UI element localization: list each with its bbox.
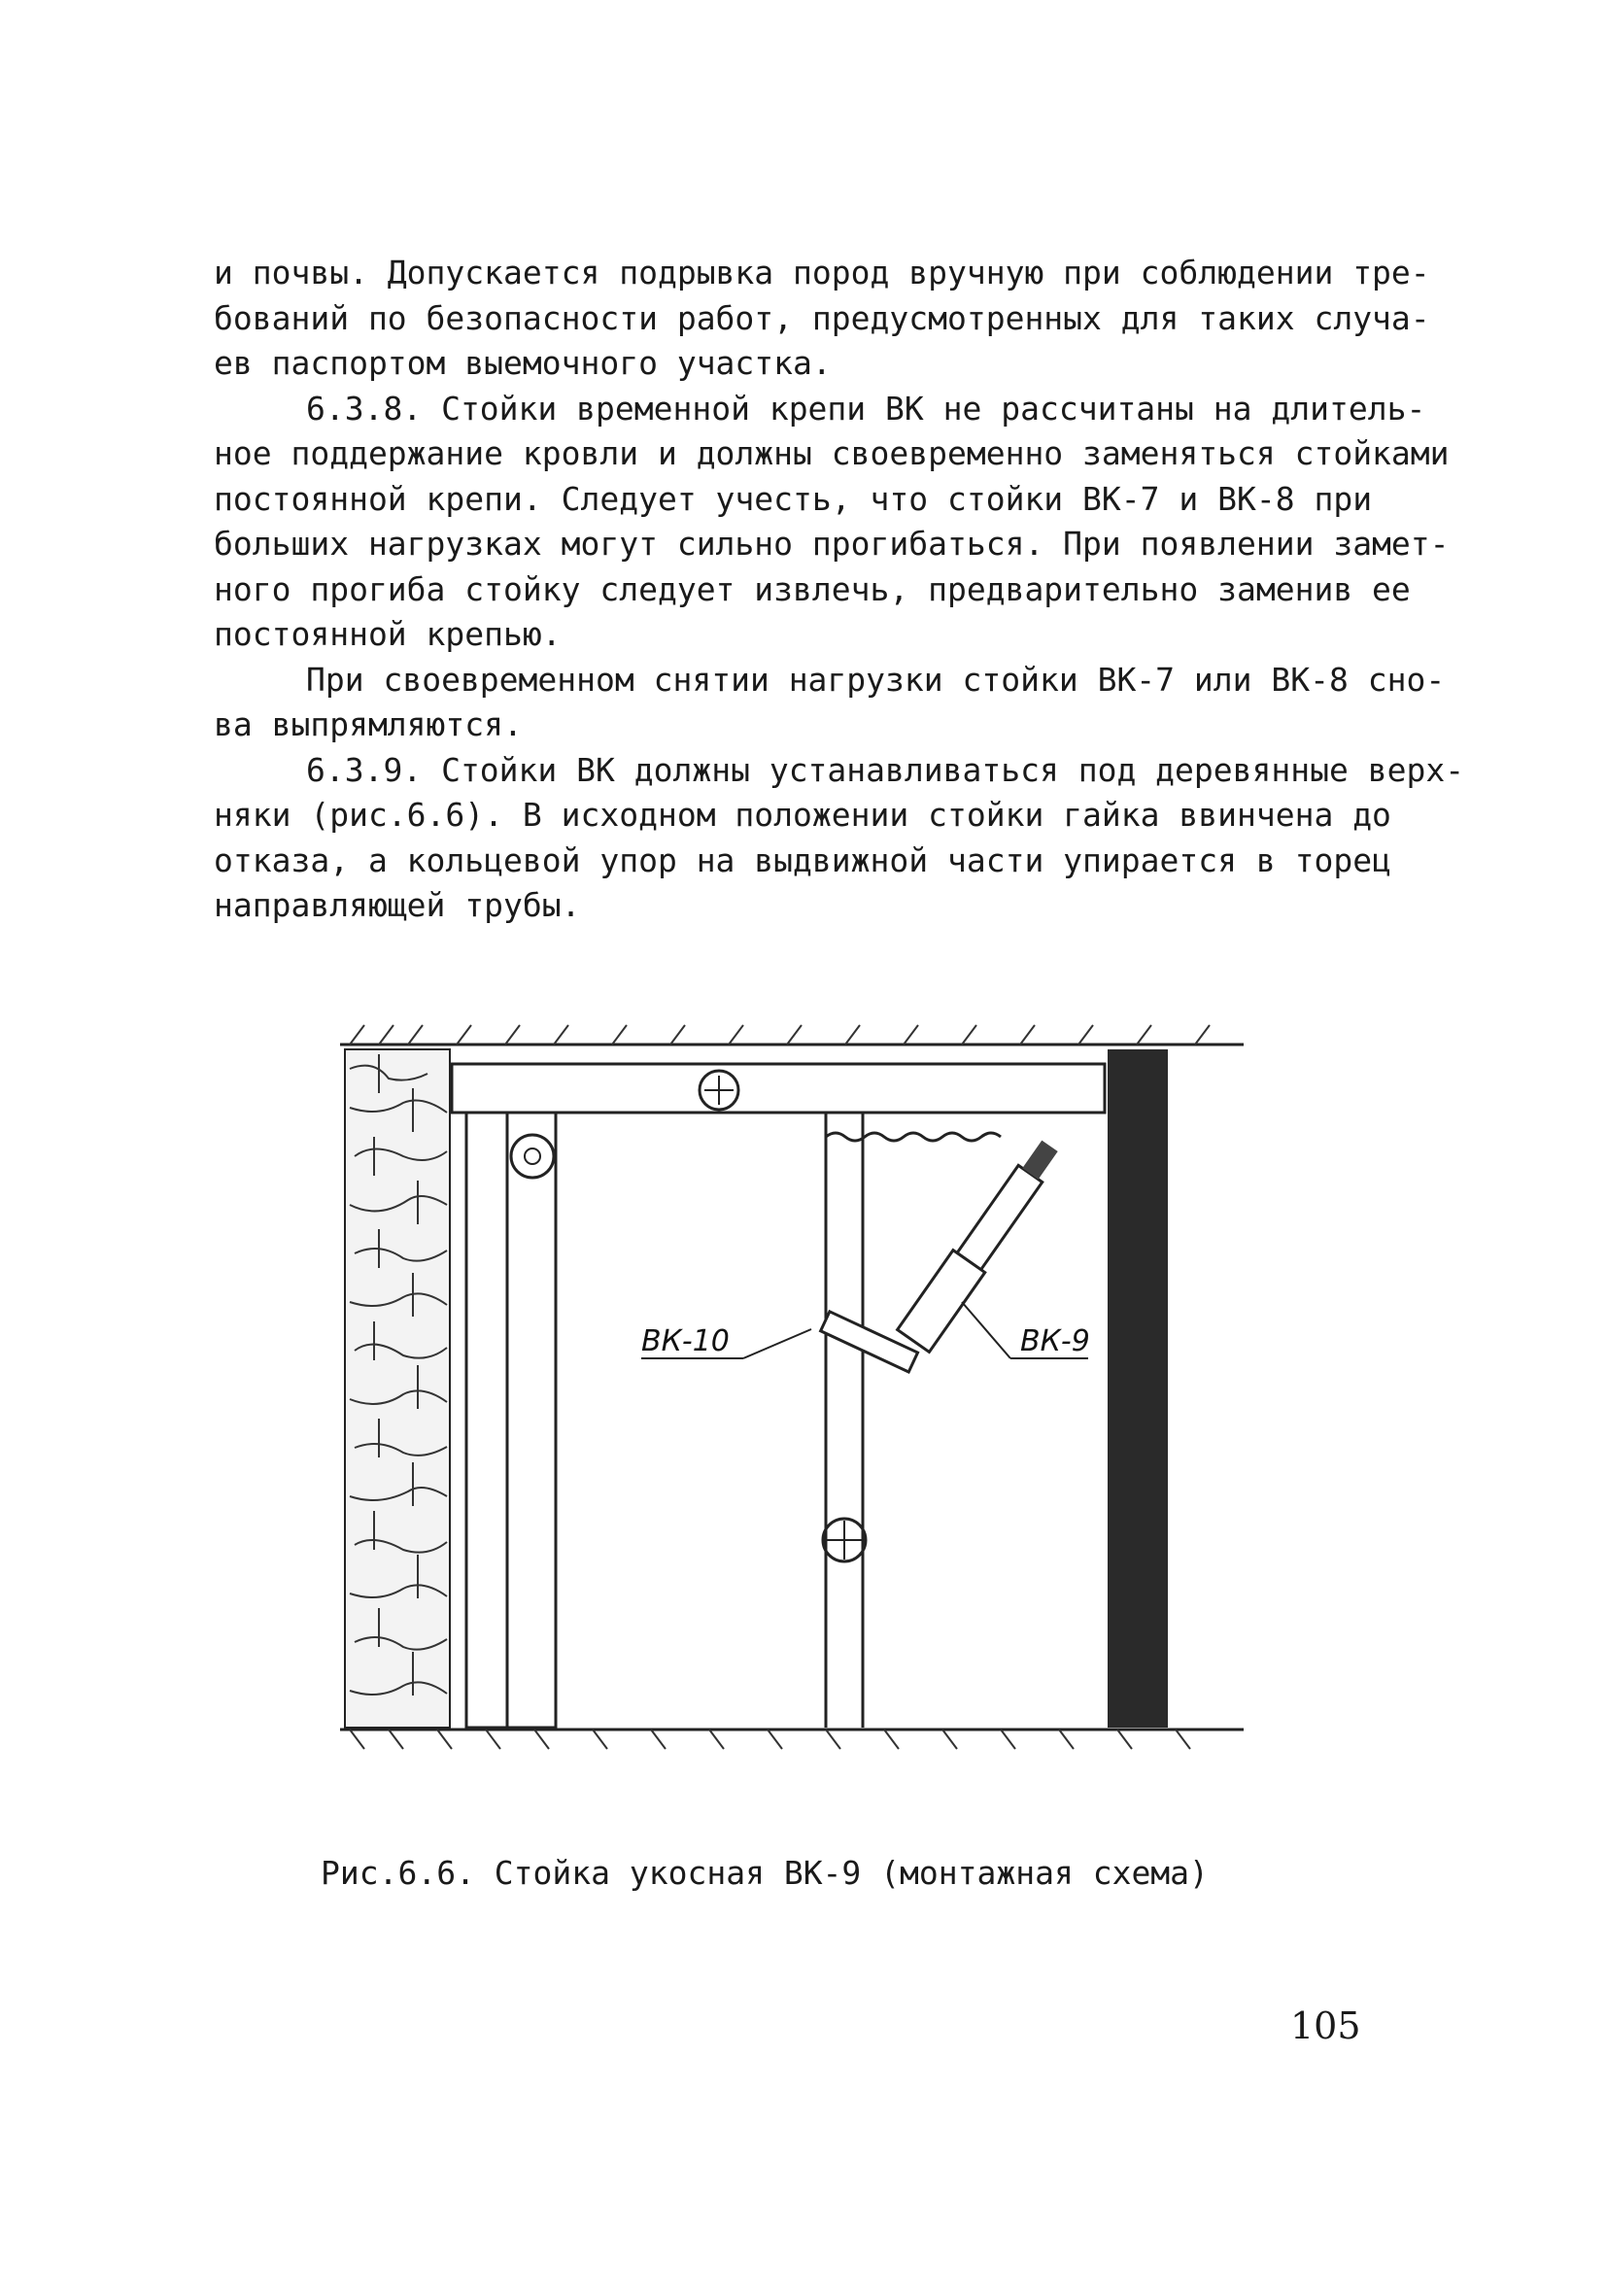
text-line: няки (рис.6.6). В исходном положении стойки гайка ввинчена до: [214, 796, 1391, 834]
text-line: постоянной крепи. Следует учесть, что стойки ВК-7 и ВК-8 при: [214, 479, 1373, 518]
timber-cap: [452, 1064, 1105, 1113]
label-bk9: ВК-9: [1020, 1324, 1090, 1358]
text-line: и почвы. Допускается подрывка пород вручную при соблюдении тре-: [214, 254, 1430, 291]
figure-6-6: [321, 1011, 1263, 1768]
post-left: [466, 1113, 507, 1728]
paragraph-unload: При своевременном снятии нагрузки стойки ВК-7 или ВК-8 сно-: [306, 660, 1446, 699]
text-line: отказа, а кольцевой упор на выдвижной части упирается в торец: [214, 840, 1391, 879]
body-text: [214, 251, 1465, 929]
text-line: ев паспортом выемочного участка.: [214, 344, 832, 382]
text-line: постоянной крепью.: [214, 615, 562, 653]
floor-hatching: [350, 1730, 1190, 1749]
text-line: направляющей трубы.: [214, 886, 581, 924]
rock-wall-left: [345, 1049, 450, 1728]
figure-caption: Рис.6.6. Стойка укосная ВК-9 (монтажная схема): [321, 1854, 1209, 1892]
paragraph-6-3-9: 6.3.9. Стойки ВК должны устанавливаться под деревянные верх-: [306, 750, 1465, 789]
rock-wall-right: [1108, 1049, 1168, 1728]
mounting-scheme-drawing: [321, 1011, 1263, 1768]
roof-hatching: [350, 1025, 1210, 1045]
chain: [826, 1133, 1001, 1141]
label-bk10: ВК-10: [641, 1324, 730, 1358]
post-left-inner: [507, 1113, 556, 1728]
text-line: ного прогиба стойку следует извлечь, предварительно заменив ее: [214, 569, 1411, 608]
text-line: бований по безопасности работ, предусмотренных для таких случа-: [214, 298, 1430, 337]
paragraph-6-3-8: 6.3.8. Стойки временной крепи ВК не рассчитаны на длитель-: [306, 389, 1426, 428]
text-line: больших нагрузках могут сильно прогибаться. При появлении замет-: [214, 525, 1450, 563]
page-number: 105: [1290, 2005, 1361, 2047]
text-line: ное поддержание кровли и должны своевременно заменяться стойками: [214, 434, 1450, 472]
text-line: ва выпрямляются.: [214, 705, 523, 743]
prop-bk9: [898, 1135, 1066, 1353]
